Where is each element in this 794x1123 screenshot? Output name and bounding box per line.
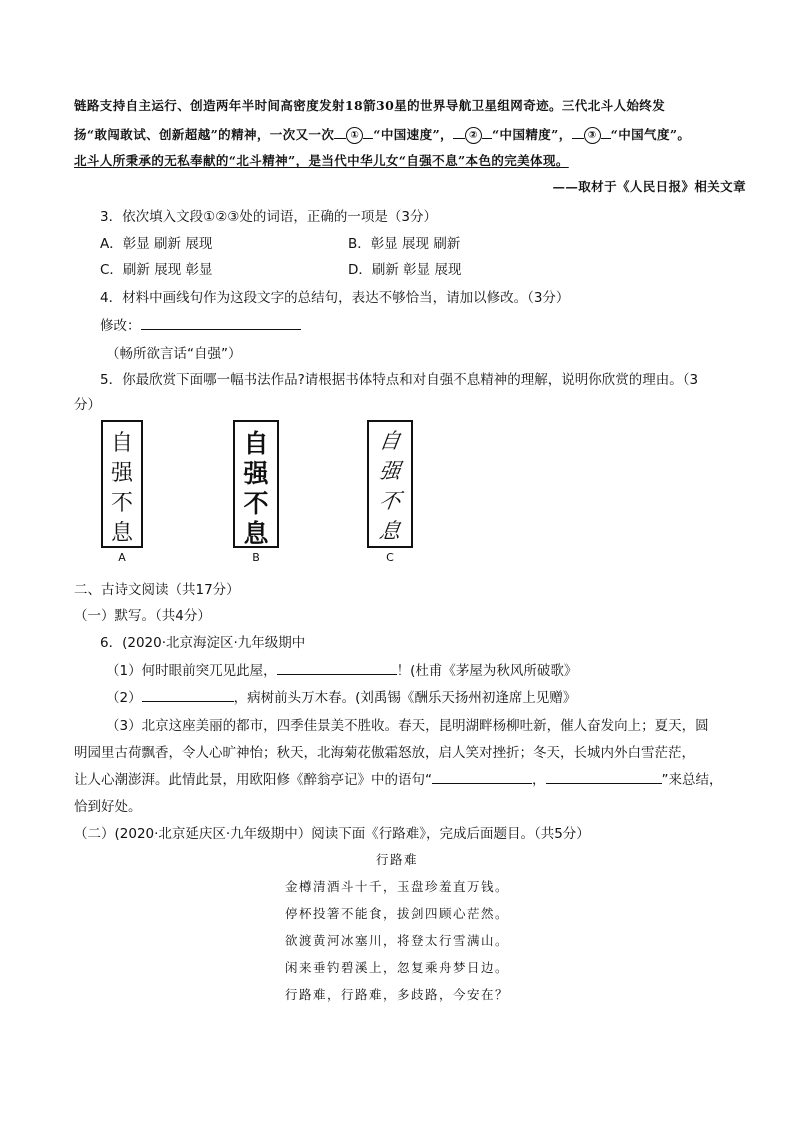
q6-3-blank-1[interactable] xyxy=(432,769,532,784)
q3-stem: 3．依次填入文段①②③处的词语，正确的一项是（3分） xyxy=(100,209,437,225)
q3-option-b: B．彰显 展现 刷新 xyxy=(348,236,461,252)
passage-line-2-text-a: 扬“敢闯敢试、创新超越”的精神，一次又一次 xyxy=(74,127,335,142)
q6-1-blank[interactable] xyxy=(277,660,397,675)
q4-answer-label: 修改： xyxy=(100,318,141,334)
q3-option-a: A．彰显 刷新 展现 xyxy=(100,236,213,252)
blank-3-lead xyxy=(572,124,584,139)
poem-line-3: 欲渡黄河冰塞川，将登太行雪满山。 xyxy=(284,933,509,948)
q6-1-text-b: ！(杜甫《茅屋为秋风所破歌》 xyxy=(396,663,578,679)
q6-3-line-3-text-a: 让人心潮澎湃。此情此景，用欧阳修《醉翁亭记》中的语句“ xyxy=(74,772,432,788)
poem-line-4: 闲来垂钓碧溪上，忽复乘舟梦日边。 xyxy=(284,960,509,975)
q4-answer-row xyxy=(100,314,301,334)
q6-2-blank[interactable] xyxy=(142,687,234,702)
calligraphy-char-c-4: 息 xyxy=(377,519,403,543)
q3-option-d: D．刷新 彰显 展现 xyxy=(348,262,462,278)
q6-3-line-4: 恰到好处。 xyxy=(74,799,142,815)
section-2-part-2: （二）(2020·北京延庆区·九年级期中）阅读下面《行路难》，完成后面题目。（共5分） xyxy=(74,826,590,842)
blank-1-lead xyxy=(334,124,346,139)
calligraphy-work-b xyxy=(233,420,279,570)
q6-2-text-a: （2） xyxy=(106,690,142,706)
calligraphy-char-c-1: 自 xyxy=(377,429,403,453)
poem-line-5: 行路难，行路难，多歧路，今安在？ xyxy=(284,987,509,1002)
q6-3-line-1: （3）北京这座美丽的都市，四季佳景美不胜收。春天，昆明湖畔杨柳吐新，催人奋发向上；夏天，圆 xyxy=(106,718,709,734)
poem-title: 行路难 xyxy=(375,852,418,867)
blank-2-marker: ② xyxy=(465,127,482,144)
calligraphy-char-b-3: 不 xyxy=(243,489,269,518)
calligraphy-label-a: A xyxy=(118,551,126,564)
poem-line-1: 金樽清酒斗十千，玉盘珍羞直万钱。 xyxy=(284,879,509,894)
calligraphy-char-a-4: 息 xyxy=(110,521,133,546)
calligraphy-char-c-2: 强 xyxy=(377,459,403,483)
q6-3-line-3-text-b: ， xyxy=(532,772,546,788)
q5-stem-line-2: 分） xyxy=(74,397,101,413)
calligraphy-label-b: B xyxy=(252,551,260,564)
q6-1 xyxy=(106,659,577,679)
q3-option-c: C．刷新 展现 彰显 xyxy=(100,262,213,278)
calligraphy-char-a-3: 不 xyxy=(110,491,133,516)
passage-line-1: 链路支持自主运行、创造两年半时间高密度发射18箭30星的世界导航卫星组网奇迹。三代北斗人始终发 xyxy=(74,98,666,113)
passage-source: ——取材于《人民日报》相关文章 xyxy=(552,179,746,194)
calligraphy-char-a-2: 强 xyxy=(110,461,133,486)
passage-line-2-text-b: “中国速度”， xyxy=(373,127,453,142)
q4-stem: 4．材料中画线句作为这段文字的总结句，表达不够恰当，请加以修改。（3分） xyxy=(100,290,570,306)
q6-3-blank-2[interactable] xyxy=(546,769,662,784)
poem-line-2: 停杯投箸不能食，拔剑四顾心茫然。 xyxy=(284,906,509,921)
section-2-title: 二、古诗文阅读（共17分） xyxy=(74,582,240,598)
calligraphy-work-a xyxy=(101,420,143,570)
q5-stem-line-1: 5．你最欣赏下面哪一幅书法作品?请根据书体特点和对自强不息精神的理解，说明你欣赏的理由。（3 xyxy=(100,372,699,388)
calligraphy-char-b-4: 息 xyxy=(243,519,269,548)
passage-line-2-text-c: “中国精度”， xyxy=(491,127,572,142)
passage-line-2-text-d: “中国气度”。 xyxy=(610,127,691,142)
calligraphy-work-c xyxy=(367,420,413,570)
q6-2-text-b: ，病树前头万木春。(刘禹锡《酬乐天扬州初逢席上见赠》 xyxy=(233,690,577,706)
calligraphy-label-c: C xyxy=(386,551,394,564)
blank-3-marker: ③ xyxy=(584,127,601,144)
q6-head: 6．(2020·北京海淀区·九年级期中 xyxy=(100,635,306,651)
passage-line-2 xyxy=(74,124,690,144)
passage-underlined-sentence: 北斗人所秉承的无私奉献的“北斗精神”，是当代中华儿女“自强不息”本色的完美体现。 xyxy=(74,153,569,168)
blank-3-tail xyxy=(601,124,611,139)
q6-1-text-a: （1）何时眼前突兀见此屋， xyxy=(106,663,277,679)
blank-2-tail xyxy=(482,124,492,139)
q6-2 xyxy=(106,686,576,706)
calligraphy-char-c-3: 不 xyxy=(377,489,403,513)
calligraphy-char-b-2: 强 xyxy=(243,459,269,488)
blank-2-lead xyxy=(453,124,465,139)
calligraphy-char-a-1: 自 xyxy=(110,431,133,456)
q6-3-line-3-text-c: ”来总结， xyxy=(661,772,723,788)
blank-1-marker: ① xyxy=(346,127,363,144)
calligraphy-char-b-1: 自 xyxy=(243,429,269,458)
section-2-part-1: （一）默写。（共4分） xyxy=(74,608,211,624)
q4-answer-blank[interactable] xyxy=(141,315,301,330)
q6-3-line-3 xyxy=(74,768,723,788)
blank-1-tail xyxy=(363,124,373,139)
q6-3-line-2: 明园里古荷飘香，令人心旷神怡；秋天，北海菊花傲霜怒放，启人笑对挫折；冬天，长城内外白雪茫茫， xyxy=(74,745,695,761)
section-intro: （畅所欲言话“自强”） xyxy=(106,346,242,362)
